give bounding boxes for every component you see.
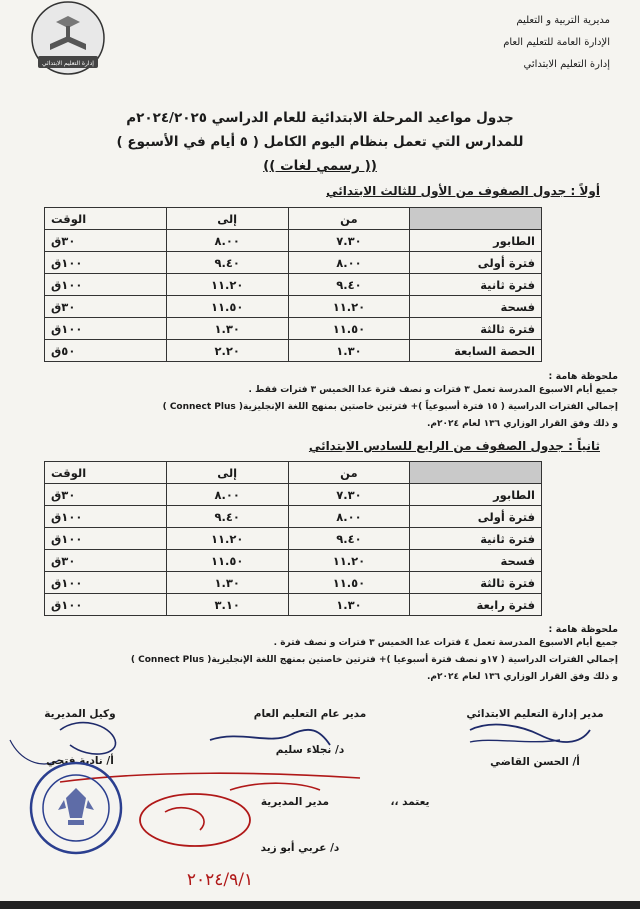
section2-note-1: جميع أيام الاسبوع المدرسة تعمل ٤ فترات عدا الخميس ٣ فترات و نصف فترة . [273, 638, 618, 648]
row-duration: ١٠٠ق [45, 572, 167, 594]
row-from: ٩.٤٠ [288, 528, 410, 550]
general-director-title: مدير عام التعليم العام [253, 708, 367, 720]
header-duration: الوقت [45, 208, 167, 230]
directorate-head-name: د/ عربي أبو زيد [260, 842, 340, 854]
approve-label: يعتمد ،، [390, 796, 430, 808]
row-duration: ١٠٠ق [45, 594, 167, 616]
row-from: ٨.٠٠ [288, 506, 410, 528]
bottom-edge-strip [0, 901, 640, 909]
row-duration: ٣٠ق [45, 230, 167, 252]
row-label: فترة أولى [410, 506, 542, 528]
row-label: فترة ثالثة [410, 572, 542, 594]
handwritten-date: ٢٠٢٤/٩/١ [186, 870, 254, 890]
section2-notes-title: ملحوظة هامة : [548, 624, 618, 635]
row-label: فسحة [410, 296, 542, 318]
row-to: ٣.١٠ [166, 594, 288, 616]
row-label: الطابور [410, 484, 542, 506]
row-label: فترة ثالثة [410, 318, 542, 340]
header-line-primary-admin: إدارة التعليم الابتدائي [523, 59, 610, 70]
primary-director-title: مدير إدارة التعليم الابتدائي [466, 708, 604, 720]
row-duration: ٣٠ق [45, 484, 167, 506]
header-from: من [288, 208, 410, 230]
general-director-name: د/ نجلاء سليم [275, 744, 345, 756]
title-line-2: للمدارس التي تعمل بنظام اليوم الكامل ( ٥ أيام في الأسبوع ) [116, 134, 524, 150]
row-duration: ١٠٠ق [45, 274, 167, 296]
row-to: ٨.٠٠ [166, 484, 288, 506]
section1-notes-title: ملحوظة هامة : [548, 371, 618, 382]
row-to: ٨.٠٠ [166, 230, 288, 252]
row-duration: ١٠٠ق [45, 318, 167, 340]
row-duration: ١٠٠ق [45, 528, 167, 550]
row-to: ٩.٤٠ [166, 252, 288, 274]
row-label: الحصة السابعة [410, 340, 542, 362]
row-label: فترة ثانية [410, 528, 542, 550]
official-stamp-icon [28, 760, 124, 856]
row-to: ٩.٤٠ [166, 506, 288, 528]
row-to: ١.٣٠ [166, 318, 288, 340]
row-from: ١.٣٠ [288, 594, 410, 616]
row-to: ١١.٢٠ [166, 528, 288, 550]
section1-title: أولاً : جدول الصفوف من الأول للثالث الابتدائي [326, 184, 600, 198]
row-from: ٩.٤٠ [288, 274, 410, 296]
row-duration: ٣٠ق [45, 550, 167, 572]
row-label: فسحة [410, 550, 542, 572]
row-label: فترة أولى [410, 252, 542, 274]
row-label: الطابور [410, 230, 542, 252]
row-label: فترة ثانية [410, 274, 542, 296]
header-line-directorate: مديرية التربية و التعليم [516, 15, 610, 26]
row-duration: ١٠٠ق [45, 506, 167, 528]
title-line-1: جدول مواعيد المرحلة الابتدائية للعام الدراسي ٢٠٢٤/٢٠٢٥م [126, 110, 514, 126]
section1-note-3: و ذلك وفق القرار الوزاري ١٣٦ لعام ٢٠٢٤م. [426, 419, 618, 429]
row-from: ١١.٢٠ [288, 296, 410, 318]
row-duration: ٣٠ق [45, 296, 167, 318]
row-duration: ٥٠ق [45, 340, 167, 362]
row-to: ١١.٢٠ [166, 274, 288, 296]
title-line-3: (( رسمي لغات )) [263, 158, 377, 174]
header-duration: الوقت [45, 462, 167, 484]
section2-title: ثانياً : جدول الصفوف من الرابع للسادس الابتدائي [308, 439, 600, 453]
row-from: ١.٣٠ [288, 340, 410, 362]
header-to: إلى [166, 208, 288, 230]
header-from: من [288, 462, 410, 484]
primary-director-name: أ/ الحسن القاضي [490, 756, 580, 768]
row-to: ١١.٥٠ [166, 550, 288, 572]
row-from: ١١.٥٠ [288, 572, 410, 594]
row-to: ٢.٢٠ [166, 340, 288, 362]
directorate-head-title: مدير المديرية [260, 796, 330, 808]
row-to: ١.٣٠ [166, 572, 288, 594]
row-from: ٨.٠٠ [288, 252, 410, 274]
section2-note-2: إجمالي الفترات الدراسية ( ١٧و نصف فترة أسبوعيا )+ فترتين خاصتين بمنهج اللغة الإنجليزية( Connect Plus ) [130, 655, 618, 665]
row-from: ٧.٣٠ [288, 230, 410, 252]
row-duration: ١٠٠ق [45, 252, 167, 274]
deputy-name: أ/ نادية فتحي [46, 755, 114, 767]
logo-caption: إدارة التعليم الابتدائي [42, 60, 94, 67]
row-to: ١١.٥٠ [166, 296, 288, 318]
section1-note-1: جميع أيام الاسبوع المدرسة تعمل ٣ فترات و نصف فترة عدا الخميس ٣ فترات فقط . [248, 385, 618, 395]
header-to: إلى [166, 462, 288, 484]
row-from: ١١.٢٠ [288, 550, 410, 572]
row-from: ٧.٣٠ [288, 484, 410, 506]
section2-note-3: و ذلك وفق القرار الوزاري ١٣٦ لعام ٢٠٢٤م. [426, 672, 618, 682]
row-label: فترة رابعة [410, 594, 542, 616]
deputy-title: وكيل المديرية [44, 708, 116, 720]
section1-note-2: إجمالي الفترات الدراسية ( ١٥ فترة أسبوعياً )+ فترتين خاصتين بمنهج اللغة الإنجليزية( Connect Plus ) [162, 402, 618, 412]
row-from: ١١.٥٠ [288, 318, 410, 340]
header-line-general-admin: الإدارة العامة للتعليم العام [503, 37, 610, 48]
